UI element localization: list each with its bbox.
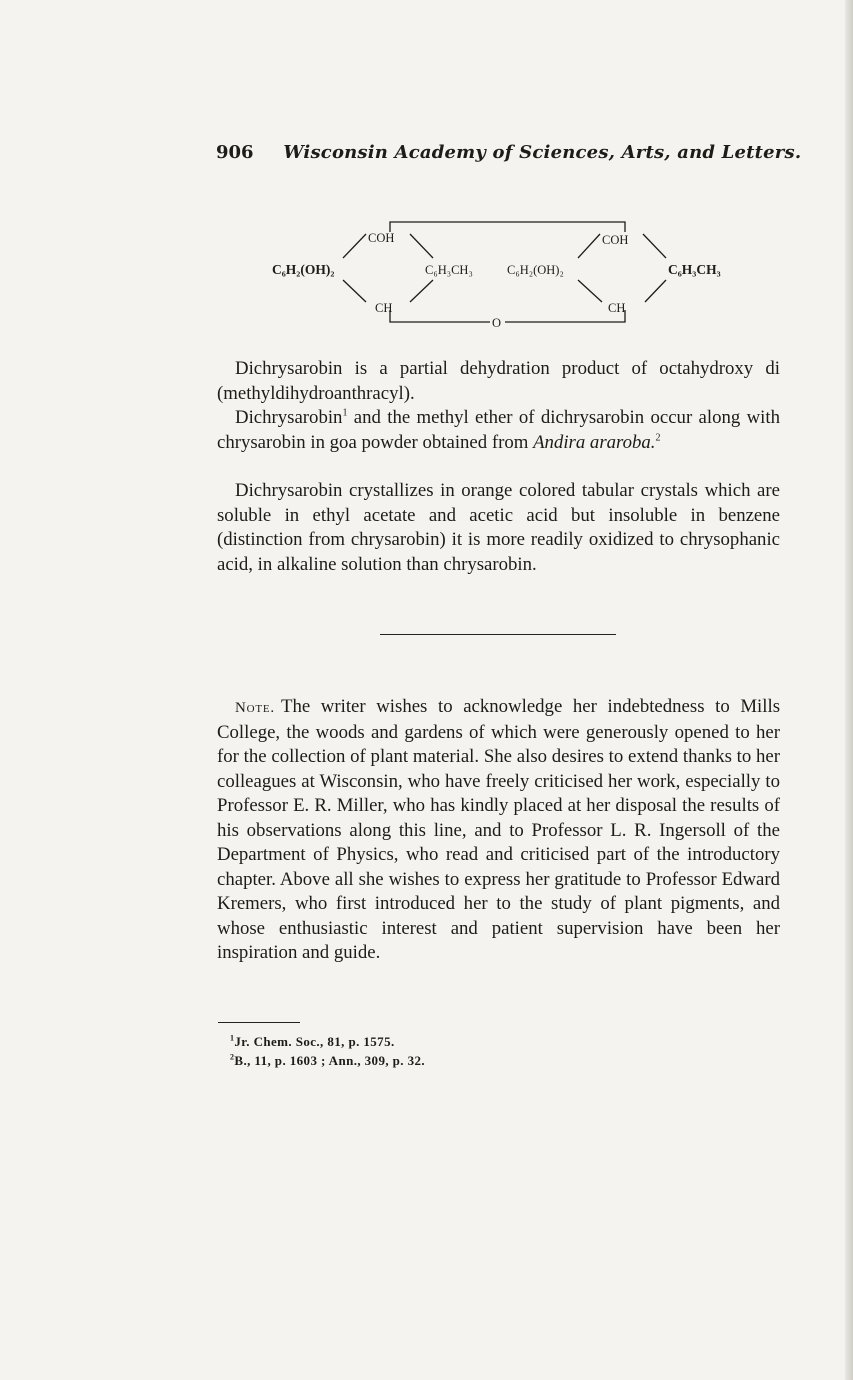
bond-1 bbox=[343, 234, 366, 258]
page-number: 906 bbox=[216, 142, 254, 163]
running-header bbox=[216, 142, 802, 163]
paragraph-2 bbox=[217, 406, 780, 455]
footnotes bbox=[230, 1032, 425, 1070]
ch-label-left: CH bbox=[375, 301, 393, 315]
formula-diagram bbox=[260, 210, 740, 340]
species-name: Andira araroba. bbox=[533, 431, 656, 453]
page-edge bbox=[845, 0, 853, 1380]
left-substituent: C₆H₂(OH)₂ bbox=[272, 262, 335, 277]
bond-7 bbox=[578, 280, 602, 302]
bottom-bracket-right bbox=[505, 310, 625, 322]
coh-label-left: COH bbox=[368, 231, 395, 245]
paragraph-1-text: Dichrysarobin is a partial dehydration product of octahydroxy di (methyldihydroanthracyl). bbox=[217, 358, 780, 404]
middle-group: C₆H₃CH₃ bbox=[425, 263, 473, 277]
middle-substituent: C₆H₂(OH)₂ bbox=[507, 263, 564, 277]
bond-5 bbox=[578, 234, 600, 258]
top-bracket-line bbox=[390, 222, 625, 232]
bond-3 bbox=[343, 280, 366, 302]
footnote-rule bbox=[218, 1022, 300, 1023]
footnote-ref-2: 2 bbox=[655, 432, 661, 444]
paragraph-3 bbox=[217, 479, 780, 577]
footnote-1: $^1$Jr. Chem. Soc., 81, p. 1575. bbox=[230, 1033, 395, 1049]
paragraph-1 bbox=[217, 357, 780, 406]
coh-label-right: COH bbox=[602, 233, 629, 247]
bond-2 bbox=[410, 234, 433, 258]
section-divider bbox=[380, 634, 616, 635]
bond-8 bbox=[645, 280, 666, 302]
paragraph-2-mid: and the methyl ether of dichrysarobin occur along with chrysarobin in goa powder obtained from bbox=[217, 407, 780, 453]
paragraph-3-text: Dichrysarobin crystallizes in orange colored tabular crystals which are soluble in ethyl acetate and acetic acid but insoluble in benzene (distinction from chrysarobin) it is more readily oxidized to chrysophanic acid, in alkaline solution than chrysarobin. bbox=[217, 480, 780, 575]
acknowledgement-note bbox=[217, 695, 780, 966]
structural-formula bbox=[260, 210, 740, 340]
journal-title: Wisconsin Academy of Sciences, Arts, and Letters. bbox=[283, 142, 802, 163]
bond-4 bbox=[410, 280, 433, 302]
bottom-bracket-left bbox=[390, 310, 490, 322]
bond-6 bbox=[643, 234, 666, 258]
footnote-ref-1: 1 bbox=[342, 407, 348, 419]
paragraph-2-start: Dichrysarobin bbox=[235, 407, 343, 428]
oxygen-bridge: O bbox=[492, 316, 502, 330]
footnote-2: $^2$B., 11, p. 1603 ; Ann., 309, p. 32. bbox=[230, 1052, 426, 1068]
ch-label-right: CH bbox=[608, 301, 626, 315]
right-group: C₆H₃CH₃ bbox=[668, 262, 721, 277]
note-label: Note. bbox=[235, 700, 275, 716]
note-text: The writer wishes to acknowledge her indebtedness to Mills College, the woods and gardens of which were generously opened to her for the collection of plant material. She also desires to extend thanks to her colleagues at Wisconsin, who have freely criticised her work, especially to Professor E. R. Miller, who has kindly placed at her disposal the results of his observations along this line, and to Professor L. R. Ingersoll of the Department of Physics, who read and criticised part of the introductory chapter. Above all she wishes to express her gratitude to Professor Edward Kremers, who first introduced her to the study of plant pigments, and whose enthusiastic interest and patient supervision have been her inspiration and guide. bbox=[217, 696, 780, 963]
